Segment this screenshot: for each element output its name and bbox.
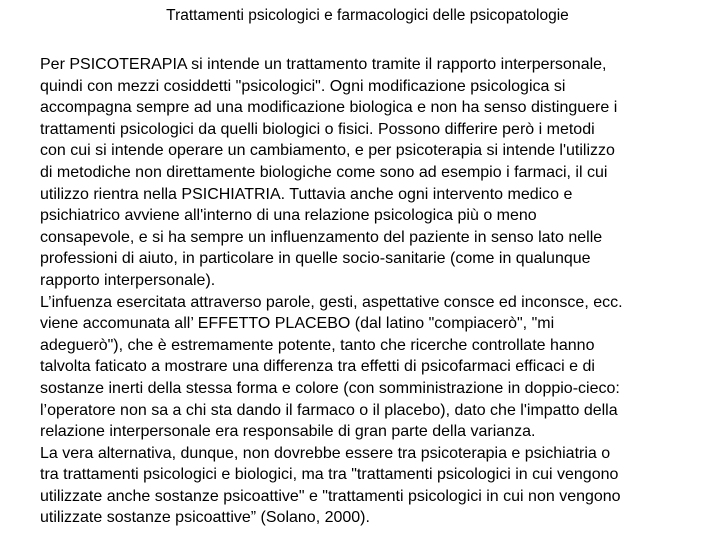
paragraph-vera-alternativa: La vera alternativa, dunque, non dovrebbe essere tra psicoterapia e psichiatria o tra trattamenti psicologici e biologici, ma tra "trattamenti psicologici in cui vengono utilizzate anche sostanze psicoattive" e "trattamenti psicologici in cui non vengono utilizzate sostanze psicoattive” (Solano, 2000). xyxy=(40,444,621,527)
paragraph-psicoterapia: Per PSICOTERAPIA si intende un trattamento tramite il rapporto interpersonale, quindi con mezzi cosiddetti "psicologici". Ogni modificazione psicologica si accompagna sempre ad una modificazione biologica e non ha senso distinguere i trattamenti psicologici da quelli biologici o fisici. Possono differire però i metodi con cui si intende operare un cambiamento, e per psicoterapia si intende l'utilizzo di metodiche non direttamente biologiche come sono ad esempio i farmaci, il cui utilizzo rientra nella PSICHIATRIA. Tuttavia anche ogni intervento medico e psichiatrico avviene all'interno di una relazione psicologica più o meno consapevole, e si ha sempre un influenzamento del paziente in senso lato nelle professioni di aiuto, in particolare in quelle socio-sanitarie (come in qualunque rapporto interpersonale). xyxy=(40,56,618,289)
paragraph-effetto-placebo: L’infuenza esercitata attraverso parole, gesti, aspettative consce ed inconsce, ecc. viene accomunata all’ EFFETTO PLACEBO (dal latino "compiacerò", "mi adeguerò"), che è estremamente potente, tanto che ricerche controllate hanno talvolta faticato a mostrare una differenza tra effetti di psicofarmaci efficaci e di sostanze inerti della stessa forma e colore (con somministrazione in doppio-cieco: l’operatore non sa a chi sta dando il farmaco o il placebo), dato che l'impatto della relazione interpersonale era responsabile di gran parte della varianza. xyxy=(40,293,623,441)
slide-title: Trattamenti psicologici e farmacologici delle psicopatologie xyxy=(166,7,569,24)
slide-body xyxy=(40,54,700,529)
